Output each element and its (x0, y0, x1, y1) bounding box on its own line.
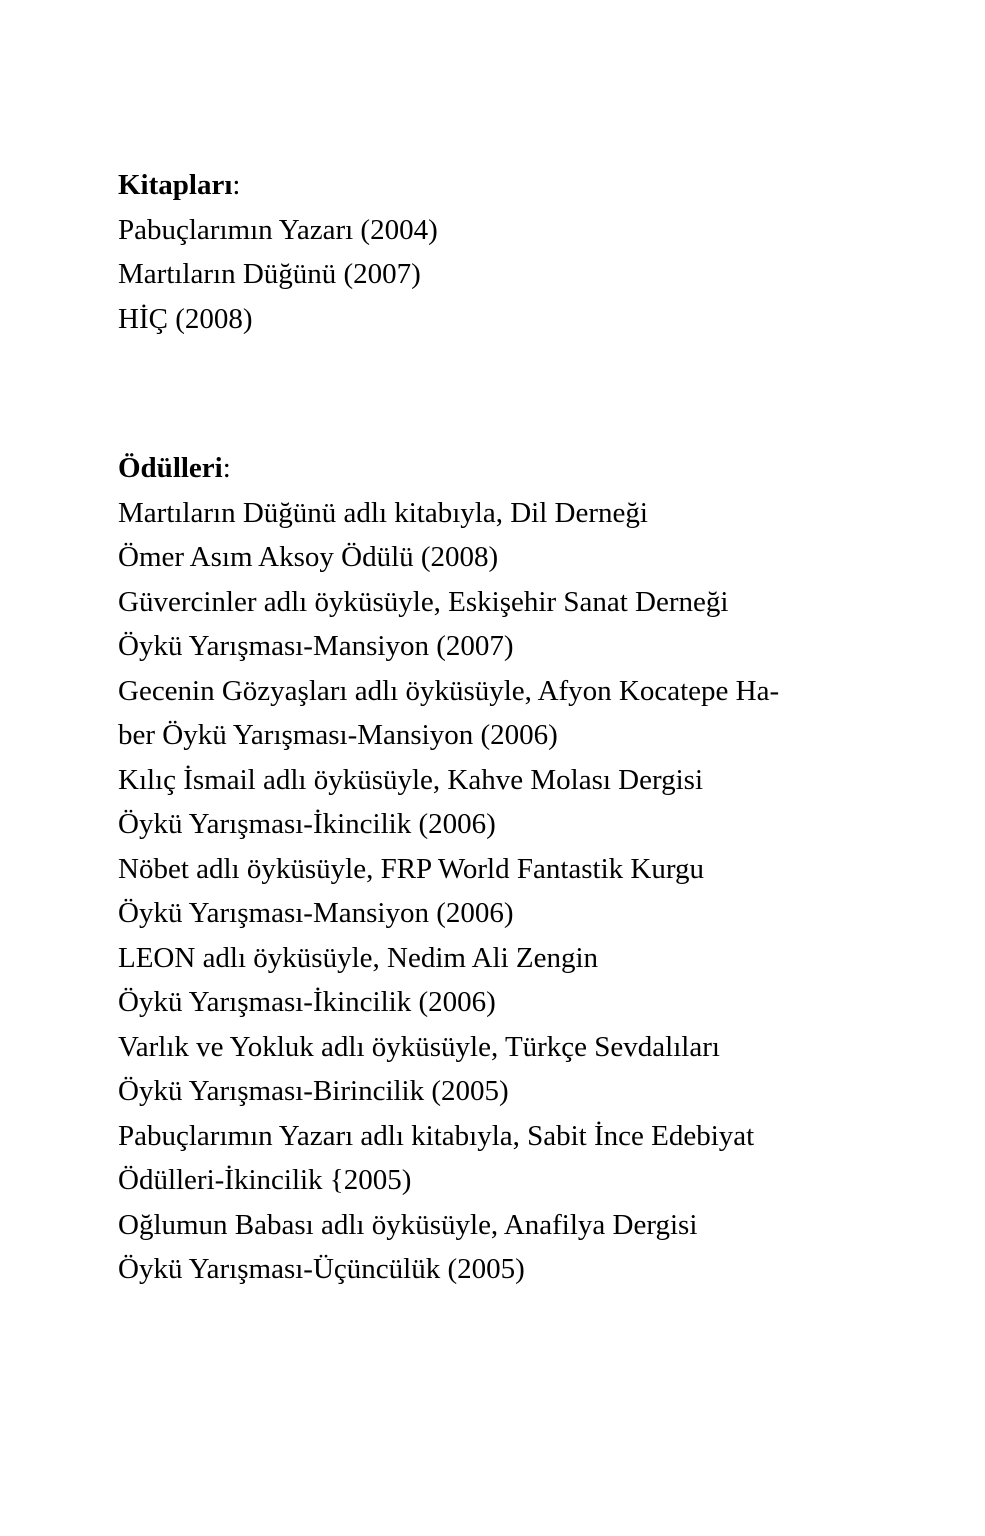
book-item: Pabuçlarımın Yazarı (2004) (118, 213, 438, 246)
award-line: Güvercinler adlı öyküsüyle, Eskişehir Sanat Derneği (118, 585, 729, 618)
books-heading-colon: : (232, 169, 241, 201)
book-item: HİÇ (2008) (118, 302, 253, 335)
award-line: Varlık ve Yokluk adlı öyküsüyle, Türkçe Sevdalıları (118, 1030, 720, 1063)
awards-heading-text: Ödülleri (118, 452, 223, 484)
award-line: Öykü Yarışması-Mansiyon (2007) (118, 630, 514, 662)
awards-heading (118, 446, 878, 491)
award-line: Oğlumun Babası adlı öyküsüyle, Anafilya Dergisi (118, 1208, 698, 1241)
awards-heading-colon: : (222, 452, 231, 484)
award-line: LEON adlı öyküsüyle, Nedim Ali Zengin (118, 941, 599, 974)
books-heading-text: Kitapları (118, 169, 233, 201)
award-line: Öykü Yarışması-Mansiyon (2006) (118, 897, 514, 929)
books-section (118, 163, 878, 341)
award-line: ber Öykü Yarışması-Mansiyon (2006) (118, 719, 558, 751)
award-line: Kılıç İsmail adlı öyküsüyle, Kahve Molası Dergisi (118, 763, 704, 796)
award-line: Martıların Düğünü adlı kitabıyla, Dil Derneği (118, 496, 648, 529)
award-line: Gecenin Gözyaşları adlı öyküsüyle, Afyon Kocatepe Ha- (118, 674, 780, 707)
award-line: Öykü Yarışması-İkincilik (2006) (118, 986, 496, 1018)
award-line: Ömer Asım Aksoy Ödülü (2008) (118, 541, 499, 573)
books-heading (118, 163, 878, 208)
award-line: Nöbet adlı öyküsüyle, FRP World Fantastik Kurgu (118, 852, 704, 885)
award-line: Öykü Yarışması-İkincilik (2006) (118, 808, 496, 840)
award-line: Pabuçlarımın Yazarı adlı kitabıyla, Sabit İnce Edebiyat (118, 1119, 755, 1152)
book-item: Martıların Düğünü (2007) (118, 258, 421, 290)
award-line: Ödülleri-İkincilik {2005) (118, 1164, 412, 1196)
award-line: Öykü Yarışması-Birincilik (2005) (118, 1075, 509, 1107)
awards-section (118, 446, 878, 1292)
award-line: Öykü Yarışması-Üçüncülük (2005) (118, 1253, 525, 1285)
